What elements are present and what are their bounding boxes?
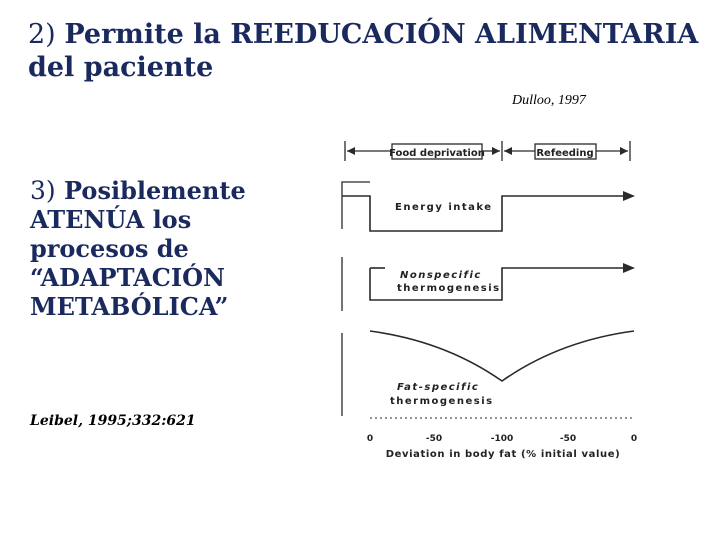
point-line-5: METABÓLICA” xyxy=(30,292,229,321)
phase-label-refeeding: Refeeding xyxy=(536,148,594,159)
point-line-2: ATENÚA los xyxy=(30,205,192,234)
phase-label-deprivation: Food deprivation xyxy=(389,148,485,159)
point-number: 3) xyxy=(30,176,56,205)
point-line-4: “ADAPTACIÓN xyxy=(30,263,225,292)
x-tick-3: -50 xyxy=(559,434,577,444)
thermogenesis-diagram xyxy=(325,136,655,471)
energy-intake-label: Energy intake xyxy=(395,202,493,213)
arrow-head-left xyxy=(347,147,355,155)
x-tick-4: 0 xyxy=(630,434,638,444)
nonspecific-label-2: thermogenesis xyxy=(397,283,501,294)
point-line-3: procesos de xyxy=(30,234,189,263)
left-brackets xyxy=(342,182,370,416)
x-tick-1: -50 xyxy=(425,434,443,444)
point-three-block xyxy=(30,176,320,321)
energy-intake-arrow xyxy=(623,191,635,201)
fat-specific-thermogenesis-curve xyxy=(370,331,634,381)
arrow-head-mid-right xyxy=(504,147,512,155)
title-text: Permite la REEDUCACIÓN ALIMENTARIA del paciente xyxy=(28,19,699,83)
nonspecific-label-1: Nonspecific xyxy=(400,270,482,281)
arrow-head-right xyxy=(620,147,628,155)
fat-specific-label-1: Fat-specific xyxy=(397,382,480,393)
x-axis-label: Deviation in body fat (% initial value) xyxy=(385,449,621,460)
arrow-head-mid-left xyxy=(492,147,500,155)
fat-specific-label-2: thermogenesis xyxy=(390,396,494,407)
citation-dulloo: Dulloo, 1997 xyxy=(512,93,586,108)
citation-leibel: Leibel, 1995;332:621 xyxy=(30,413,196,429)
point-line-1: Posiblemente xyxy=(64,176,246,205)
x-tick-0: 0 xyxy=(366,434,374,444)
x-tick-2: -100 xyxy=(490,434,514,444)
title-number: 2) xyxy=(28,19,56,50)
nonspecific-arrow xyxy=(623,263,635,273)
slide-title xyxy=(28,18,708,84)
